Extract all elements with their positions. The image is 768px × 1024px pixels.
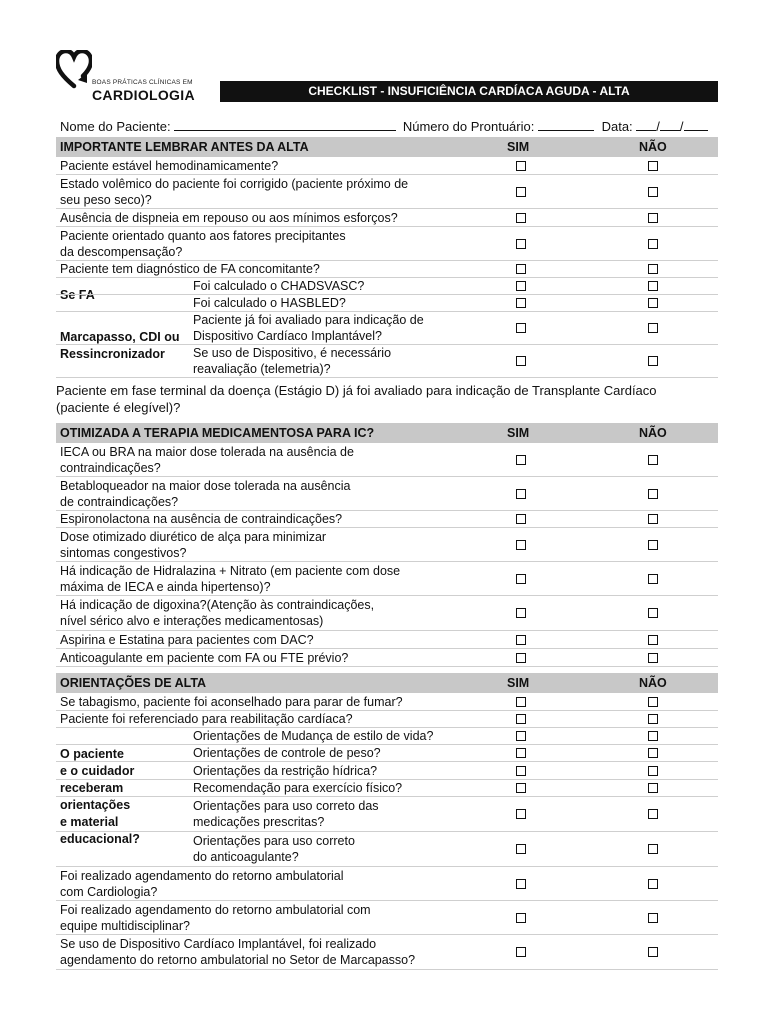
checklist-row — [56, 278, 718, 295]
column-yes-label: SIM — [507, 676, 530, 690]
yes-checkbox[interactable] — [516, 731, 526, 741]
checklist-row — [56, 511, 718, 528]
group-label-patient-caregiver: O paciente e o cuidador receberam orientações e material educacional? — [60, 747, 140, 846]
row-label: Aspirina e Estatina para pacientes com DAC? — [60, 632, 314, 647]
section-title: ORIENTAÇÕES DE ALTA — [60, 676, 207, 690]
patient-name-field[interactable] — [174, 120, 396, 131]
checklist-row — [56, 780, 718, 797]
yes-checkbox[interactable] — [516, 281, 526, 291]
no-checkbox[interactable] — [648, 161, 658, 171]
checklist-row — [56, 157, 718, 175]
row-label: Espironolactona na ausência de contraindicações? — [60, 512, 343, 526]
section-header-before-discharge — [56, 137, 718, 157]
no-checkbox[interactable] — [648, 653, 658, 663]
yes-checkbox[interactable] — [516, 323, 526, 333]
checklist-row — [56, 901, 718, 935]
row-label: Orientações de Mudança de estilo de vida? — [193, 729, 434, 743]
yes-checkbox[interactable] — [516, 455, 526, 465]
no-checkbox[interactable] — [648, 913, 658, 923]
row-label: Orientações para uso correto do anticoagulante? — [193, 834, 355, 864]
checklist-row — [56, 562, 718, 596]
no-checkbox[interactable] — [648, 766, 658, 776]
checklist-row — [56, 477, 718, 511]
section-title: OTIMIZADA A TERAPIA MEDICAMENTOSA PARA IC? — [60, 426, 375, 440]
no-checkbox[interactable] — [648, 947, 658, 957]
checklist-row — [56, 867, 718, 901]
row-label: IECA ou BRA na maior dose tolerada na ausência de contraindicações? — [60, 444, 354, 475]
page-title: CHECKLIST - INSUFICIÊNCIA CARDÍACA AGUDA - ALTA — [220, 81, 718, 102]
patient-name-label: Nome do Paciente: — [60, 119, 171, 134]
yes-checkbox[interactable] — [516, 879, 526, 889]
yes-checkbox[interactable] — [516, 608, 526, 618]
yes-checkbox[interactable] — [516, 635, 526, 645]
checklist-row — [56, 711, 718, 728]
no-checkbox[interactable] — [648, 697, 658, 707]
checklist-row — [56, 596, 718, 631]
row-label: Estado volêmico do paciente foi corrigido (paciente próximo de seu peso seco)? — [60, 176, 409, 207]
yes-checkbox[interactable] — [516, 783, 526, 793]
no-checkbox[interactable] — [648, 356, 658, 366]
date-day-field[interactable] — [636, 120, 656, 131]
date-separator: / — [679, 119, 684, 134]
no-checkbox[interactable] — [648, 514, 658, 524]
checklist-row — [56, 345, 718, 378]
row-label: Recomendação para exercício físico? — [193, 781, 403, 795]
no-checkbox[interactable] — [648, 748, 658, 758]
no-checkbox[interactable] — [648, 714, 658, 724]
column-yes-label: SIM — [507, 140, 530, 154]
no-checkbox[interactable] — [648, 489, 658, 499]
no-checkbox[interactable] — [648, 264, 658, 274]
record-number-label: Número do Prontuário: — [402, 119, 535, 134]
checklist-row — [56, 649, 718, 667]
yes-checkbox[interactable] — [516, 298, 526, 308]
row-label: Betabloqueador na maior dose tolerada na ausência de contraindicações? — [60, 478, 351, 509]
no-checkbox[interactable] — [648, 879, 658, 889]
heart-icon — [56, 50, 92, 90]
row-label: Paciente tem diagnóstico de FA concomitante? — [60, 262, 320, 276]
section-header-discharge-orientation — [56, 673, 718, 693]
yes-checkbox[interactable] — [516, 714, 526, 724]
checklist-row — [56, 935, 718, 970]
column-no-label: NÃO — [639, 426, 667, 440]
yes-checkbox[interactable] — [516, 913, 526, 923]
date-month-field[interactable] — [660, 120, 680, 131]
yes-checkbox[interactable] — [516, 653, 526, 663]
no-checkbox[interactable] — [648, 731, 658, 741]
no-checkbox[interactable] — [648, 239, 658, 249]
checklist-row — [56, 312, 718, 345]
checklist-row — [56, 797, 718, 832]
no-checkbox[interactable] — [648, 809, 658, 819]
no-checkbox[interactable] — [648, 281, 658, 291]
no-checkbox[interactable] — [648, 187, 658, 197]
logo-tagline: BOAS PRÁTICAS CLÍNICAS EM — [92, 79, 193, 86]
no-checkbox[interactable] — [648, 783, 658, 793]
row-label: Se uso de Dispositivo Cardíaco Implantável, foi realizado agendamento do retorno ambulatorial no Setor de Marcapasso? — [60, 937, 416, 967]
logo — [56, 48, 216, 104]
checklist-row — [56, 295, 718, 312]
section-header-medication — [56, 423, 718, 443]
column-no-label: NÃO — [639, 140, 667, 154]
checklist-row — [56, 693, 718, 711]
row-label: Paciente orientado quanto aos fatores precipitantes da descompensação? — [60, 228, 346, 259]
yes-checkbox[interactable] — [516, 356, 526, 366]
group-label-device: Marcapasso, CDI ou Ressincronizador — [60, 330, 180, 361]
no-checkbox[interactable] — [648, 608, 658, 618]
no-checkbox[interactable] — [648, 455, 658, 465]
yes-checkbox[interactable] — [516, 213, 526, 223]
row-label: Foi calculado o HASBLED? — [193, 296, 346, 310]
yes-checkbox[interactable] — [516, 809, 526, 819]
checklist-row — [56, 209, 718, 227]
row-label: Há indicação de Hidralazina + Nitrato (em paciente com dose máxima de IECA e ainda hipertenso)? — [60, 563, 401, 594]
row-label: Paciente já foi avaliado para indicação de Dispositivo Cardíaco Implantável? — [193, 313, 424, 343]
date-year-field[interactable] — [684, 120, 708, 131]
checklist-row — [56, 728, 718, 745]
row-label: Paciente foi referenciado para reabilitação cardíaca? — [60, 712, 353, 726]
yes-checkbox[interactable] — [516, 239, 526, 249]
no-checkbox[interactable] — [648, 298, 658, 308]
yes-checkbox[interactable] — [516, 514, 526, 524]
row-label: Há indicação de digoxina?(Atenção às contraindicações, nível sérico alvo e interações medicamentosas) — [60, 598, 375, 628]
no-checkbox[interactable] — [648, 540, 658, 550]
row-label: Se tabagismo, paciente foi aconselhado para parar de fumar? — [60, 694, 403, 709]
no-checkbox[interactable] — [648, 574, 658, 584]
row-label: Ausência de dispneia em repouso ou aos mínimos esforços? — [60, 210, 398, 225]
yes-checkbox[interactable] — [516, 540, 526, 550]
row-label: Foi realizado agendamento do retorno ambulatorial com Cardiologia? — [60, 868, 344, 899]
checklist-row — [56, 745, 718, 762]
checklist-row — [56, 631, 718, 649]
checklist-row — [56, 261, 718, 278]
yes-checkbox[interactable] — [516, 574, 526, 584]
row-label: Orientações de controle de peso? — [193, 746, 381, 760]
no-checkbox[interactable] — [648, 844, 658, 854]
yes-checkbox[interactable] — [516, 766, 526, 776]
yes-checkbox[interactable] — [516, 947, 526, 957]
row-label: Se uso de Dispositivo, é necessário reavaliação (telemetria)? — [193, 346, 392, 376]
row-label: Paciente estável hemodinamicamente? — [60, 158, 279, 173]
row-label: Anticoagulante em paciente com FA ou FTE prévio? — [60, 650, 349, 665]
column-yes-label: SIM — [507, 426, 530, 440]
no-checkbox[interactable] — [648, 213, 658, 223]
checklist-row — [56, 762, 718, 780]
section-title: IMPORTANTE LEMBRAR ANTES DA ALTA — [60, 140, 309, 154]
row-label: Orientações da restrição hídrica? — [193, 763, 378, 778]
no-checkbox[interactable] — [648, 323, 658, 333]
row-label: Foi calculado o CHADSVASC? — [193, 279, 365, 293]
yes-checkbox[interactable] — [516, 161, 526, 171]
no-checkbox[interactable] — [648, 635, 658, 645]
yes-checkbox[interactable] — [516, 697, 526, 707]
date-label: Data: — [601, 119, 633, 134]
row-label: Dose otimizado diurético de alça para minimizar sintomas congestivos? — [60, 529, 327, 560]
yes-checkbox[interactable] — [516, 748, 526, 758]
yes-checkbox[interactable] — [516, 489, 526, 499]
checklist-row — [56, 443, 718, 477]
checklist-row — [56, 175, 718, 209]
column-no-label: NÃO — [639, 676, 667, 690]
checklist-row — [56, 227, 718, 261]
yes-checkbox[interactable] — [516, 844, 526, 854]
group-label-fa: Se FA — [60, 288, 95, 302]
yes-checkbox[interactable] — [516, 264, 526, 274]
date-separator: / — [656, 119, 660, 134]
patient-info-line — [60, 119, 708, 134]
checklist-row — [56, 528, 718, 562]
checklist-row — [56, 832, 718, 867]
yes-checkbox[interactable] — [516, 187, 526, 197]
transplant-question: Paciente em fase terminal da doença (Estágio D) já foi avaliado para indicação de Transplante Cardíaco (paciente é elegível)? — [56, 383, 657, 415]
record-number-field[interactable] — [538, 120, 594, 131]
row-label: Foi realizado agendamento do retorno ambulatorial com equipe multidisciplinar? — [60, 902, 371, 933]
logo-brand: CARDIOLOGIA — [92, 87, 195, 103]
row-label: Orientações para uso correto das medicações prescritas? — [193, 799, 379, 829]
